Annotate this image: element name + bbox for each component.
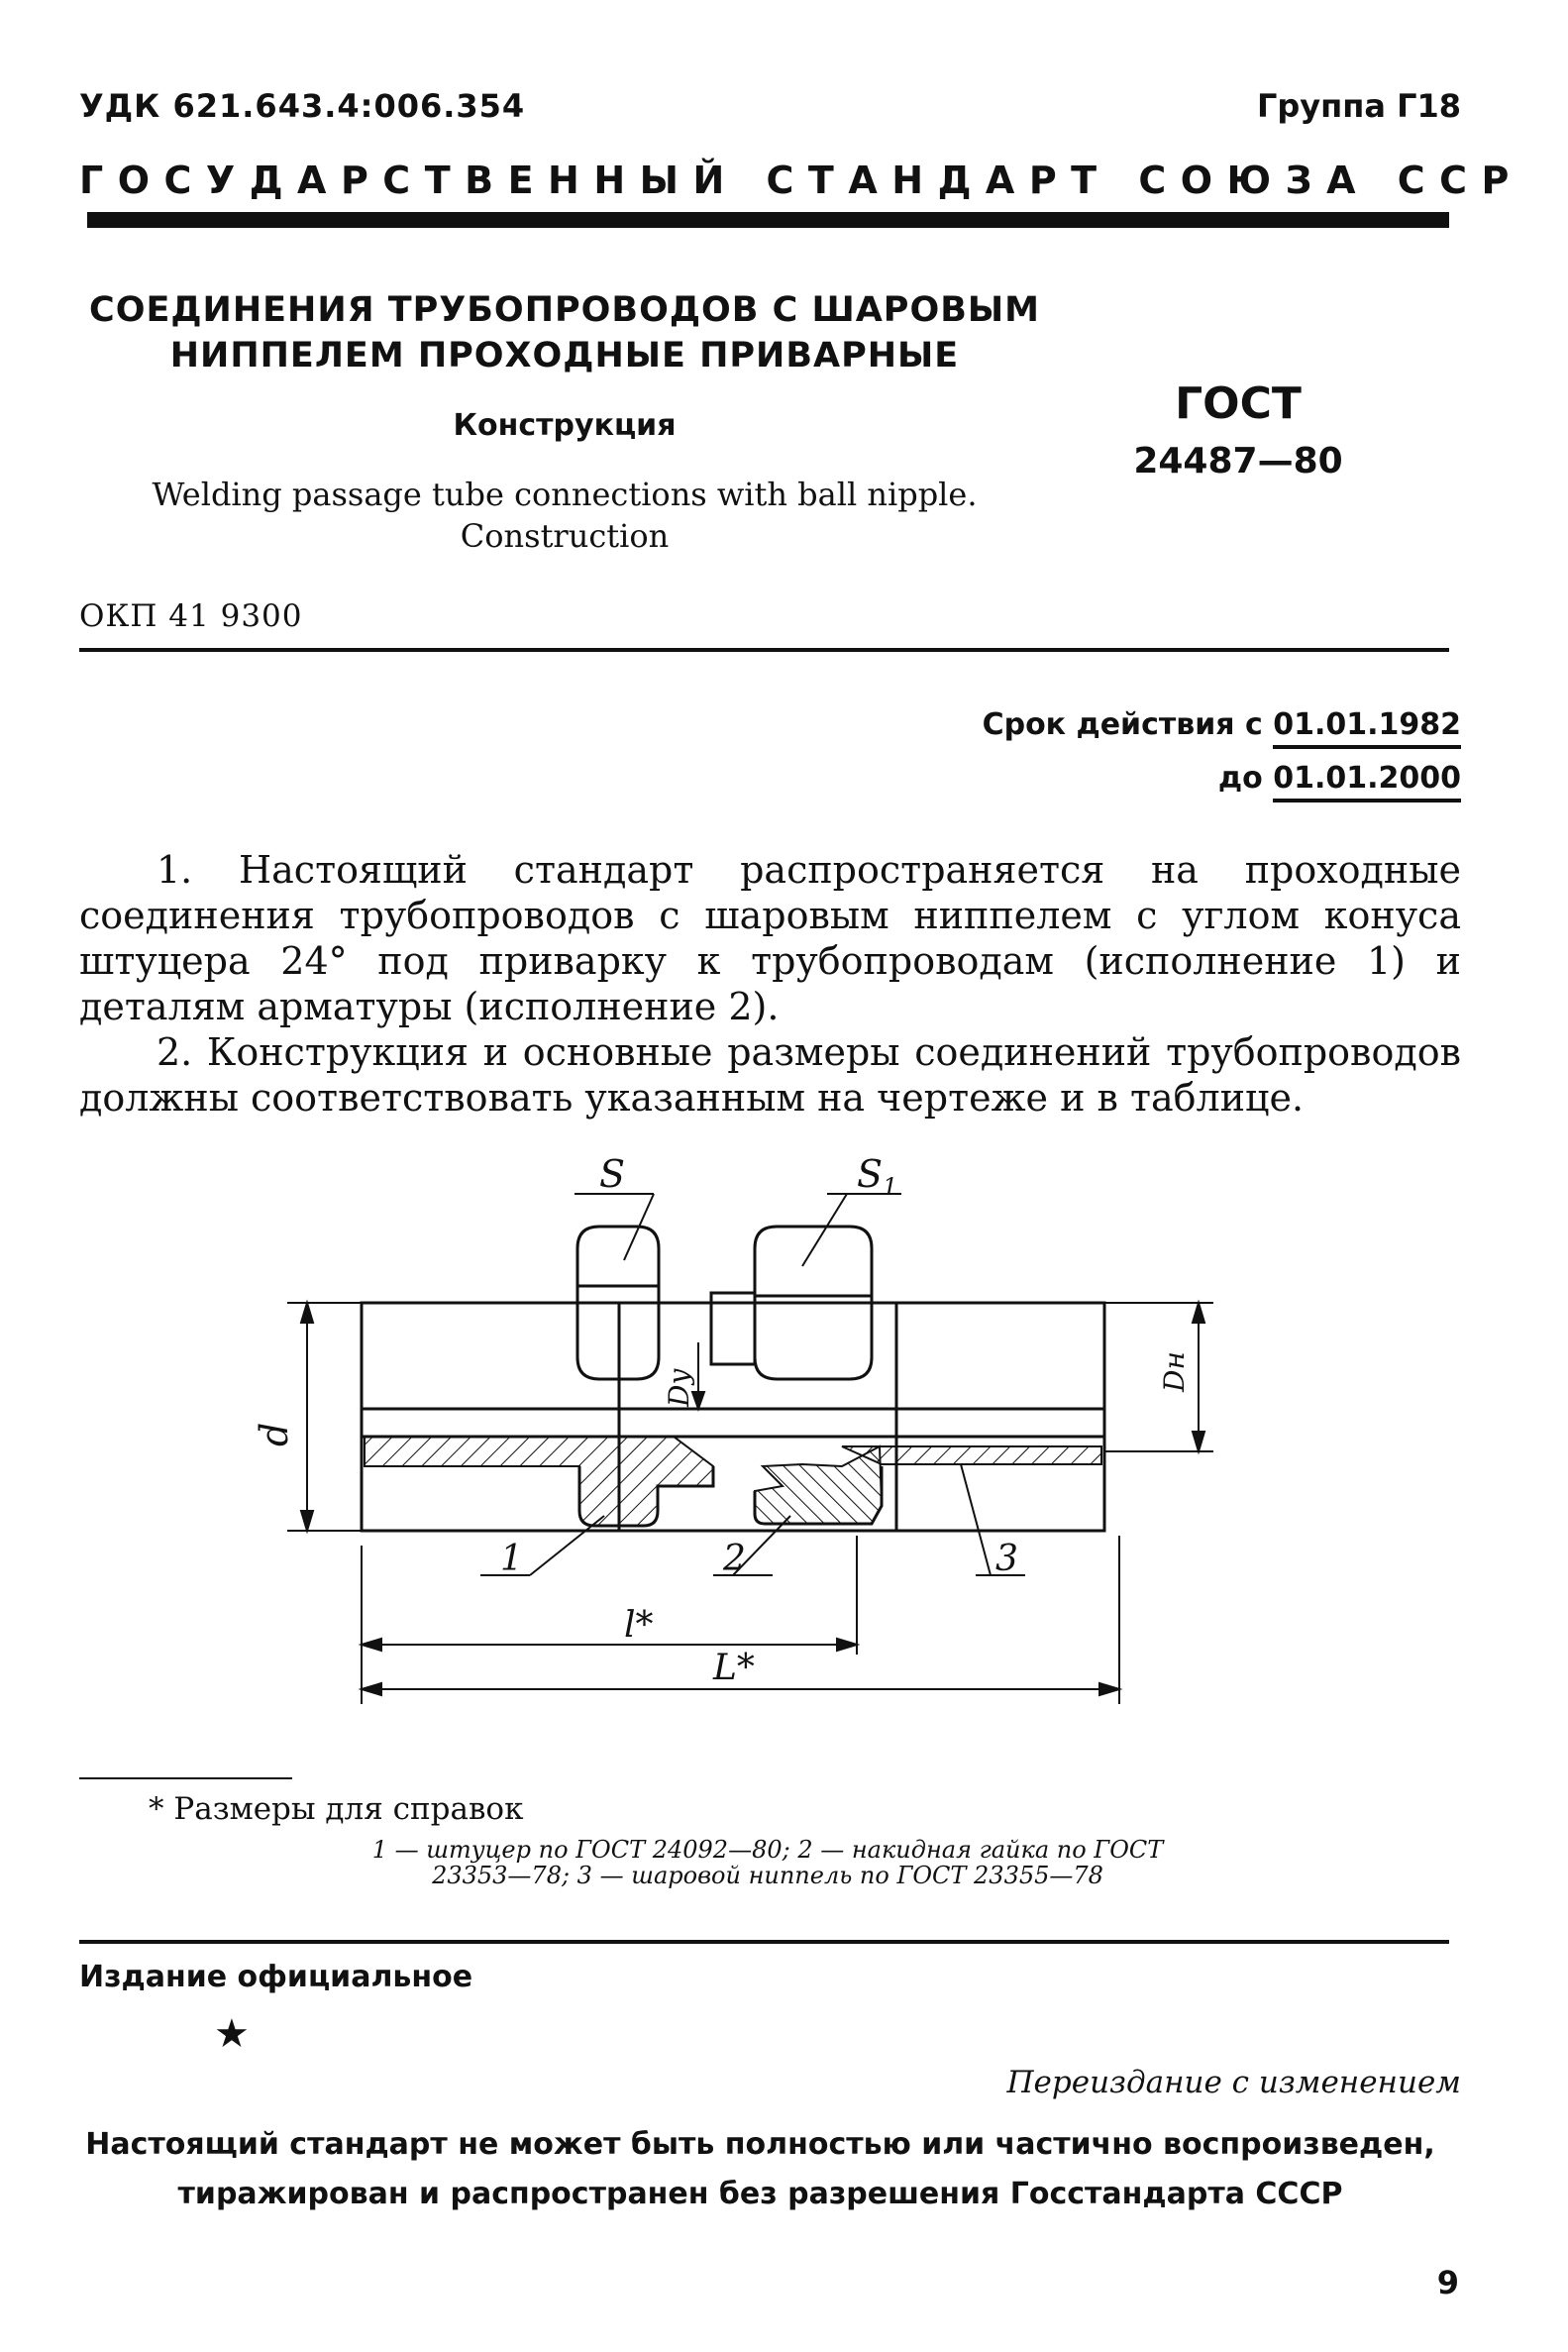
- connection-drawing: [248, 1149, 1238, 1764]
- bottom-rule: [79, 1940, 1449, 1944]
- reissue-note: Переиздание с изменением: [1006, 2065, 1461, 2100]
- copyright-line-2: тиражирован и распространен без разрешения Госстандарта СССР: [177, 2177, 1343, 2211]
- title-line-2: НИППЕЛЕМ ПРОХОДНЫЕ ПРИВАРНЫЕ: [169, 336, 960, 375]
- drawing-outline: [362, 1227, 1104, 1531]
- english-title-line-2: Construction: [460, 517, 670, 555]
- header-thick-rule: [87, 212, 1449, 228]
- drawing-labels: [253, 1152, 1191, 1688]
- body-text: [79, 847, 1461, 1121]
- footnote-rule: [79, 1777, 292, 1779]
- validity-from-date: 01.01.1982: [1273, 707, 1461, 749]
- label-s1-sub: 1: [883, 1173, 898, 1201]
- label-part-1: 1: [500, 1539, 523, 1579]
- gost-number: 24487—80: [1133, 441, 1343, 481]
- english-title-line-1: Welding passage tube connections with ball nipple.: [152, 476, 978, 513]
- state-standard-banner: ГОСУДАРСТВЕННЫЙ СТАНДАРТ СОЮЗА ССР: [79, 159, 1523, 202]
- ball-nipple-section: [842, 1446, 1101, 1464]
- label-s1-main: S: [857, 1152, 884, 1196]
- legend-line-1: 1 — штуцер по ГОСТ 24092—80; 2 — накидная гайка по ГОСТ: [371, 1836, 1164, 1864]
- label-dn: Dн: [1158, 1351, 1191, 1392]
- gost-label: ГОСТ: [1175, 378, 1302, 429]
- validity-to-label: до: [1217, 761, 1263, 796]
- fitting-section: [365, 1437, 713, 1526]
- validity-period: [983, 698, 1461, 805]
- english-title: [79, 474, 1050, 557]
- label-part-3: 3: [995, 1539, 1018, 1579]
- union-nut-section: [755, 1446, 882, 1524]
- title-line-1: СОЕДИНЕНИЯ ТРУБОПРОВОДОВ С ШАРОВЫМ: [89, 290, 1040, 330]
- label-d: d: [253, 1422, 296, 1446]
- label-s: S: [599, 1152, 626, 1196]
- udc-code: УДК 621.643.4:006.354: [79, 87, 526, 125]
- paragraph-2: 2. Конструкция и основные размеры соединений трубопроводов должны соответствовать указанным на чертеже и в таблице.: [79, 1030, 1461, 1120]
- validity-from-label: Срок действия с: [982, 707, 1263, 742]
- document-subtitle: Конструкция: [453, 408, 677, 443]
- copyright-notice: [59, 2120, 1461, 2219]
- star-icon: ★: [214, 2011, 250, 2057]
- copyright-line-1: Настоящий стандарт не может быть полностью или частично воспроизведен,: [85, 2127, 1435, 2162]
- reference-footnote: * Размеры для справок: [149, 1791, 524, 1827]
- paragraph-1: 1. Настоящий стандарт распространяется на проходные соединения трубопроводов с шаровым ниппелем с углом конуса штуцера 24° под приварку к трубопроводам (исполнение 1) и деталям арматуры (исполнение 2).: [79, 848, 1461, 1028]
- validity-to: [983, 752, 1461, 805]
- page-number: 9: [1436, 2264, 1459, 2301]
- title-block-rule: [79, 648, 1449, 652]
- validity-from: [983, 698, 1461, 752]
- label-l: l*: [624, 1605, 654, 1646]
- label-big-l: L*: [713, 1648, 755, 1688]
- document-title: [79, 287, 1050, 378]
- label-s1: [857, 1152, 897, 1201]
- group-code: Группа Г18: [1256, 87, 1461, 125]
- parts-legend: [297, 1837, 1238, 1888]
- legend-line-2: 23353—78; 3 — шаровой ниппель по ГОСТ 23355—78: [432, 1862, 1103, 1889]
- label-dy: Dу: [663, 1368, 695, 1407]
- official-edition: Издание официальное: [79, 1960, 473, 1994]
- validity-to-date: 01.01.2000: [1273, 761, 1461, 802]
- label-part-2: 2: [723, 1539, 746, 1579]
- okp-code: ОКП 41 9300: [79, 598, 303, 634]
